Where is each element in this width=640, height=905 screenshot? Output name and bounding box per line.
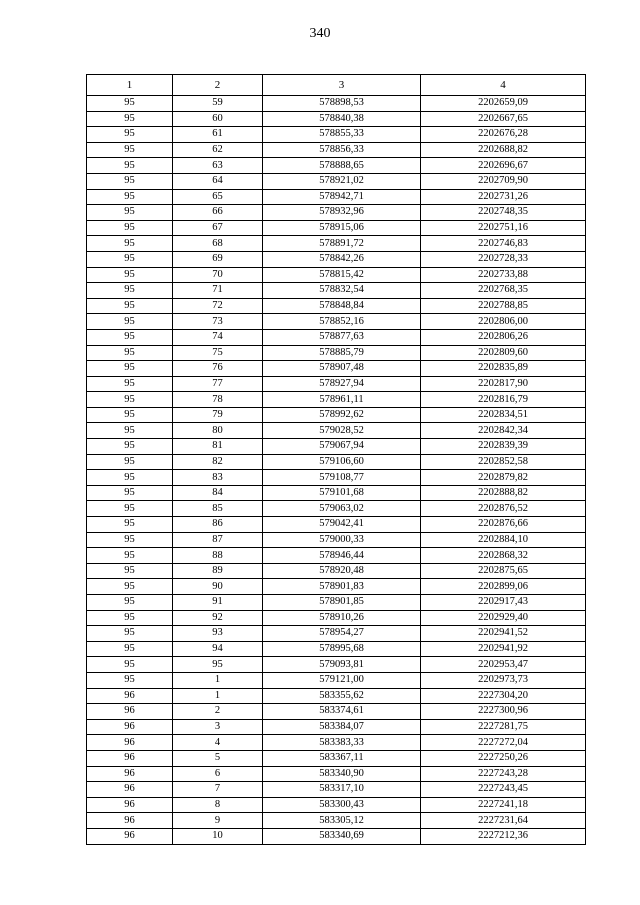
table-cell: 95 bbox=[87, 610, 173, 626]
table-cell: 95 bbox=[87, 142, 173, 158]
table-cell: 2202876,66 bbox=[421, 517, 586, 533]
table-cell: 578920,48 bbox=[263, 563, 421, 579]
table-cell: 95 bbox=[87, 236, 173, 252]
table-cell: 2202816,79 bbox=[421, 392, 586, 408]
table-cell: 2202842,34 bbox=[421, 423, 586, 439]
table-cell: 1 bbox=[173, 672, 263, 688]
column-header: 4 bbox=[421, 75, 586, 96]
table-cell: 578855,33 bbox=[263, 127, 421, 143]
table-cell: 59 bbox=[173, 96, 263, 112]
table-cell: 2202696,67 bbox=[421, 158, 586, 174]
table-row bbox=[87, 719, 586, 735]
table-row bbox=[87, 376, 586, 392]
table-cell: 95 bbox=[87, 548, 173, 564]
table-cell: 2202659,09 bbox=[421, 96, 586, 112]
table-cell: 95 bbox=[87, 376, 173, 392]
table-row bbox=[87, 407, 586, 423]
table-header-row bbox=[87, 75, 586, 96]
table-cell: 3 bbox=[173, 719, 263, 735]
table-cell: 96 bbox=[87, 688, 173, 704]
table-cell: 2202941,52 bbox=[421, 626, 586, 642]
table-cell: 2202879,82 bbox=[421, 470, 586, 486]
table-cell: 8 bbox=[173, 797, 263, 813]
table-cell: 578992,62 bbox=[263, 407, 421, 423]
table-cell: 2202868,32 bbox=[421, 548, 586, 564]
table-row bbox=[87, 641, 586, 657]
table-row bbox=[87, 688, 586, 704]
table-row bbox=[87, 501, 586, 517]
table-cell: 579101,68 bbox=[263, 485, 421, 501]
table-row bbox=[87, 158, 586, 174]
table-cell: 2227243,45 bbox=[421, 782, 586, 798]
table-cell: 96 bbox=[87, 828, 173, 844]
table-cell: 583340,69 bbox=[263, 828, 421, 844]
table-cell: 583367,11 bbox=[263, 750, 421, 766]
table-row bbox=[87, 813, 586, 829]
table-cell: 2202835,89 bbox=[421, 361, 586, 377]
table-cell: 95 bbox=[87, 517, 173, 533]
table-cell: 82 bbox=[173, 454, 263, 470]
table-cell: 95 bbox=[87, 127, 173, 143]
table-cell: 578885,79 bbox=[263, 345, 421, 361]
table-cell: 95 bbox=[87, 267, 173, 283]
table-row bbox=[87, 610, 586, 626]
table-cell: 579028,52 bbox=[263, 423, 421, 439]
table-row bbox=[87, 251, 586, 267]
table-cell: 2202817,90 bbox=[421, 376, 586, 392]
table-cell: 96 bbox=[87, 782, 173, 798]
table-cell: 95 bbox=[87, 361, 173, 377]
table-cell: 4 bbox=[173, 735, 263, 751]
table-cell: 96 bbox=[87, 797, 173, 813]
table-cell: 2202788,85 bbox=[421, 298, 586, 314]
table-cell: 2202876,52 bbox=[421, 501, 586, 517]
table-cell: 579042,41 bbox=[263, 517, 421, 533]
table-cell: 578840,38 bbox=[263, 111, 421, 127]
column-header: 1 bbox=[87, 75, 173, 96]
table-cell: 583355,62 bbox=[263, 688, 421, 704]
table-cell: 2202899,06 bbox=[421, 579, 586, 595]
table-cell: 578942,71 bbox=[263, 189, 421, 205]
table-row bbox=[87, 548, 586, 564]
table-cell: 578815,42 bbox=[263, 267, 421, 283]
table-cell: 95 bbox=[87, 423, 173, 439]
table-cell: 2202917,43 bbox=[421, 595, 586, 611]
table-cell: 578842,26 bbox=[263, 251, 421, 267]
table-row bbox=[87, 189, 586, 205]
table-row bbox=[87, 735, 586, 751]
table-cell: 583305,12 bbox=[263, 813, 421, 829]
table-cell: 2227250,26 bbox=[421, 750, 586, 766]
table-cell: 10 bbox=[173, 828, 263, 844]
table-cell: 2202746,83 bbox=[421, 236, 586, 252]
table-row bbox=[87, 111, 586, 127]
table-cell: 95 bbox=[87, 158, 173, 174]
table-cell: 578898,53 bbox=[263, 96, 421, 112]
table-cell: 578877,63 bbox=[263, 329, 421, 345]
table-row bbox=[87, 205, 586, 221]
table-cell: 2202676,28 bbox=[421, 127, 586, 143]
table-cell: 578901,85 bbox=[263, 595, 421, 611]
table-cell: 95 bbox=[87, 579, 173, 595]
table-cell: 578856,33 bbox=[263, 142, 421, 158]
table-cell: 78 bbox=[173, 392, 263, 408]
table-cell: 69 bbox=[173, 251, 263, 267]
table-row bbox=[87, 423, 586, 439]
table-cell: 9 bbox=[173, 813, 263, 829]
table-row bbox=[87, 267, 586, 283]
table-cell: 2202806,26 bbox=[421, 329, 586, 345]
table-cell: 95 bbox=[87, 626, 173, 642]
table-cell: 2202806,00 bbox=[421, 314, 586, 330]
table-cell: 95 bbox=[87, 298, 173, 314]
table-cell: 95 bbox=[87, 220, 173, 236]
table-row bbox=[87, 173, 586, 189]
table-cell: 2202929,40 bbox=[421, 610, 586, 626]
table-row bbox=[87, 236, 586, 252]
table-cell: 95 bbox=[87, 205, 173, 221]
table-cell: 81 bbox=[173, 439, 263, 455]
table-cell: 2202884,10 bbox=[421, 532, 586, 548]
table-row bbox=[87, 517, 586, 533]
table-cell: 95 bbox=[87, 251, 173, 267]
table-row bbox=[87, 283, 586, 299]
table-cell: 2202953,47 bbox=[421, 657, 586, 673]
table-row bbox=[87, 532, 586, 548]
table-cell: 579063,02 bbox=[263, 501, 421, 517]
table-row bbox=[87, 797, 586, 813]
column-header: 3 bbox=[263, 75, 421, 96]
table-cell: 2227231,64 bbox=[421, 813, 586, 829]
table-cell: 2202751,16 bbox=[421, 220, 586, 236]
table-cell: 2202667,65 bbox=[421, 111, 586, 127]
table-cell: 95 bbox=[87, 532, 173, 548]
table-cell: 86 bbox=[173, 517, 263, 533]
table-row bbox=[87, 766, 586, 782]
table-cell: 579093,81 bbox=[263, 657, 421, 673]
table-cell: 578848,84 bbox=[263, 298, 421, 314]
table-cell: 583317,10 bbox=[263, 782, 421, 798]
table-cell: 96 bbox=[87, 704, 173, 720]
table-cell: 578915,06 bbox=[263, 220, 421, 236]
table-cell: 578954,27 bbox=[263, 626, 421, 642]
table-cell: 75 bbox=[173, 345, 263, 361]
table-cell: 2227243,28 bbox=[421, 766, 586, 782]
table-cell: 2202834,51 bbox=[421, 407, 586, 423]
table-cell: 579108,77 bbox=[263, 470, 421, 486]
table-cell: 77 bbox=[173, 376, 263, 392]
table-row bbox=[87, 672, 586, 688]
table-cell: 70 bbox=[173, 267, 263, 283]
table-row bbox=[87, 392, 586, 408]
table-cell: 578901,83 bbox=[263, 579, 421, 595]
table-cell: 72 bbox=[173, 298, 263, 314]
table-cell: 583374,61 bbox=[263, 704, 421, 720]
table-cell: 583300,43 bbox=[263, 797, 421, 813]
table-cell: 95 bbox=[87, 439, 173, 455]
table-cell: 66 bbox=[173, 205, 263, 221]
table-cell: 1 bbox=[173, 688, 263, 704]
table-cell: 2227304,20 bbox=[421, 688, 586, 704]
table-cell: 578946,44 bbox=[263, 548, 421, 564]
table-cell: 85 bbox=[173, 501, 263, 517]
table-cell: 61 bbox=[173, 127, 263, 143]
table-row bbox=[87, 329, 586, 345]
table-row bbox=[87, 220, 586, 236]
table-cell: 578891,72 bbox=[263, 236, 421, 252]
table-cell: 95 bbox=[87, 173, 173, 189]
table-cell: 578995,68 bbox=[263, 641, 421, 657]
table-cell: 71 bbox=[173, 283, 263, 299]
table-cell: 95 bbox=[87, 672, 173, 688]
table-cell: 84 bbox=[173, 485, 263, 501]
table-cell: 2 bbox=[173, 704, 263, 720]
table-row bbox=[87, 782, 586, 798]
table-cell: 2202733,88 bbox=[421, 267, 586, 283]
table-cell: 2202875,65 bbox=[421, 563, 586, 579]
table-row bbox=[87, 127, 586, 143]
table-cell: 579106,60 bbox=[263, 454, 421, 470]
table-body bbox=[87, 96, 586, 845]
table-cell: 95 bbox=[87, 563, 173, 579]
table-cell: 2227241,18 bbox=[421, 797, 586, 813]
table-cell: 95 bbox=[87, 345, 173, 361]
table-row bbox=[87, 142, 586, 158]
table-cell: 2202688,82 bbox=[421, 142, 586, 158]
table-cell: 91 bbox=[173, 595, 263, 611]
table-cell: 95 bbox=[87, 501, 173, 517]
table-cell: 95 bbox=[87, 641, 173, 657]
table-cell: 95 bbox=[87, 189, 173, 205]
table-cell: 63 bbox=[173, 158, 263, 174]
table-cell: 62 bbox=[173, 142, 263, 158]
table-cell: 96 bbox=[87, 813, 173, 829]
table-cell: 95 bbox=[87, 595, 173, 611]
table-cell: 96 bbox=[87, 735, 173, 751]
table-cell: 68 bbox=[173, 236, 263, 252]
table-cell: 578832,54 bbox=[263, 283, 421, 299]
table-cell: 95 bbox=[87, 111, 173, 127]
table-cell: 93 bbox=[173, 626, 263, 642]
table-cell: 90 bbox=[173, 579, 263, 595]
table-row bbox=[87, 96, 586, 112]
table-cell: 578932,96 bbox=[263, 205, 421, 221]
table-row bbox=[87, 750, 586, 766]
table-cell: 2227300,96 bbox=[421, 704, 586, 720]
table-cell: 578852,16 bbox=[263, 314, 421, 330]
table-cell: 2202839,39 bbox=[421, 439, 586, 455]
table-cell: 60 bbox=[173, 111, 263, 127]
table-cell: 94 bbox=[173, 641, 263, 657]
table-cell: 87 bbox=[173, 532, 263, 548]
table-cell: 95 bbox=[87, 314, 173, 330]
table-cell: 95 bbox=[87, 407, 173, 423]
table-cell: 578921,02 bbox=[263, 173, 421, 189]
table-cell: 2202728,33 bbox=[421, 251, 586, 267]
table-cell: 95 bbox=[87, 454, 173, 470]
table-row bbox=[87, 595, 586, 611]
table-row bbox=[87, 314, 586, 330]
table-cell: 2227281,75 bbox=[421, 719, 586, 735]
table-cell: 2202809,60 bbox=[421, 345, 586, 361]
table-cell: 2202888,82 bbox=[421, 485, 586, 501]
table-cell: 95 bbox=[87, 96, 173, 112]
table-row bbox=[87, 345, 586, 361]
page-number: 340 bbox=[309, 26, 331, 41]
table-row bbox=[87, 361, 586, 377]
table-cell: 89 bbox=[173, 563, 263, 579]
table-cell: 83 bbox=[173, 470, 263, 486]
table-row bbox=[87, 563, 586, 579]
table-cell: 96 bbox=[87, 719, 173, 735]
table-cell: 2202973,73 bbox=[421, 672, 586, 688]
table-cell: 79 bbox=[173, 407, 263, 423]
table-cell: 96 bbox=[87, 766, 173, 782]
table-cell: 92 bbox=[173, 610, 263, 626]
table-cell: 2202748,35 bbox=[421, 205, 586, 221]
table-cell: 64 bbox=[173, 173, 263, 189]
table-cell: 2227212,36 bbox=[421, 828, 586, 844]
table-cell: 2202941,92 bbox=[421, 641, 586, 657]
table-cell: 583383,33 bbox=[263, 735, 421, 751]
table-cell: 5 bbox=[173, 750, 263, 766]
table-cell: 95 bbox=[87, 657, 173, 673]
table-cell: 2227272,04 bbox=[421, 735, 586, 751]
table-cell: 2202731,26 bbox=[421, 189, 586, 205]
table-cell: 578907,48 bbox=[263, 361, 421, 377]
table-cell: 578910,26 bbox=[263, 610, 421, 626]
table-cell: 7 bbox=[173, 782, 263, 798]
table-row bbox=[87, 454, 586, 470]
table-cell: 2202709,90 bbox=[421, 173, 586, 189]
table-cell: 74 bbox=[173, 329, 263, 345]
table-cell: 95 bbox=[87, 485, 173, 501]
table-cell: 65 bbox=[173, 189, 263, 205]
table-cell: 95 bbox=[87, 329, 173, 345]
table-cell: 95 bbox=[87, 470, 173, 486]
table-cell: 579121,00 bbox=[263, 672, 421, 688]
column-header: 2 bbox=[173, 75, 263, 96]
table-row bbox=[87, 470, 586, 486]
table-cell: 578961,11 bbox=[263, 392, 421, 408]
table-row bbox=[87, 828, 586, 844]
table-cell: 6 bbox=[173, 766, 263, 782]
coordinates-table bbox=[86, 74, 586, 845]
table-row bbox=[87, 439, 586, 455]
table-row bbox=[87, 298, 586, 314]
table-row bbox=[87, 579, 586, 595]
table-row bbox=[87, 485, 586, 501]
table-row bbox=[87, 657, 586, 673]
table-cell: 2202768,35 bbox=[421, 283, 586, 299]
table-cell: 95 bbox=[87, 283, 173, 299]
table-row bbox=[87, 704, 586, 720]
table-cell: 2202852,58 bbox=[421, 454, 586, 470]
table-cell: 73 bbox=[173, 314, 263, 330]
table-cell: 96 bbox=[87, 750, 173, 766]
table-cell: 88 bbox=[173, 548, 263, 564]
table-cell: 95 bbox=[173, 657, 263, 673]
table-cell: 579067,94 bbox=[263, 439, 421, 455]
table-cell: 583340,90 bbox=[263, 766, 421, 782]
table-row bbox=[87, 626, 586, 642]
table-cell: 578888,65 bbox=[263, 158, 421, 174]
table-cell: 80 bbox=[173, 423, 263, 439]
table-cell: 579000,33 bbox=[263, 532, 421, 548]
table-cell: 95 bbox=[87, 392, 173, 408]
table-cell: 76 bbox=[173, 361, 263, 377]
table-cell: 578927,94 bbox=[263, 376, 421, 392]
table-cell: 67 bbox=[173, 220, 263, 236]
table-cell: 583384,07 bbox=[263, 719, 421, 735]
